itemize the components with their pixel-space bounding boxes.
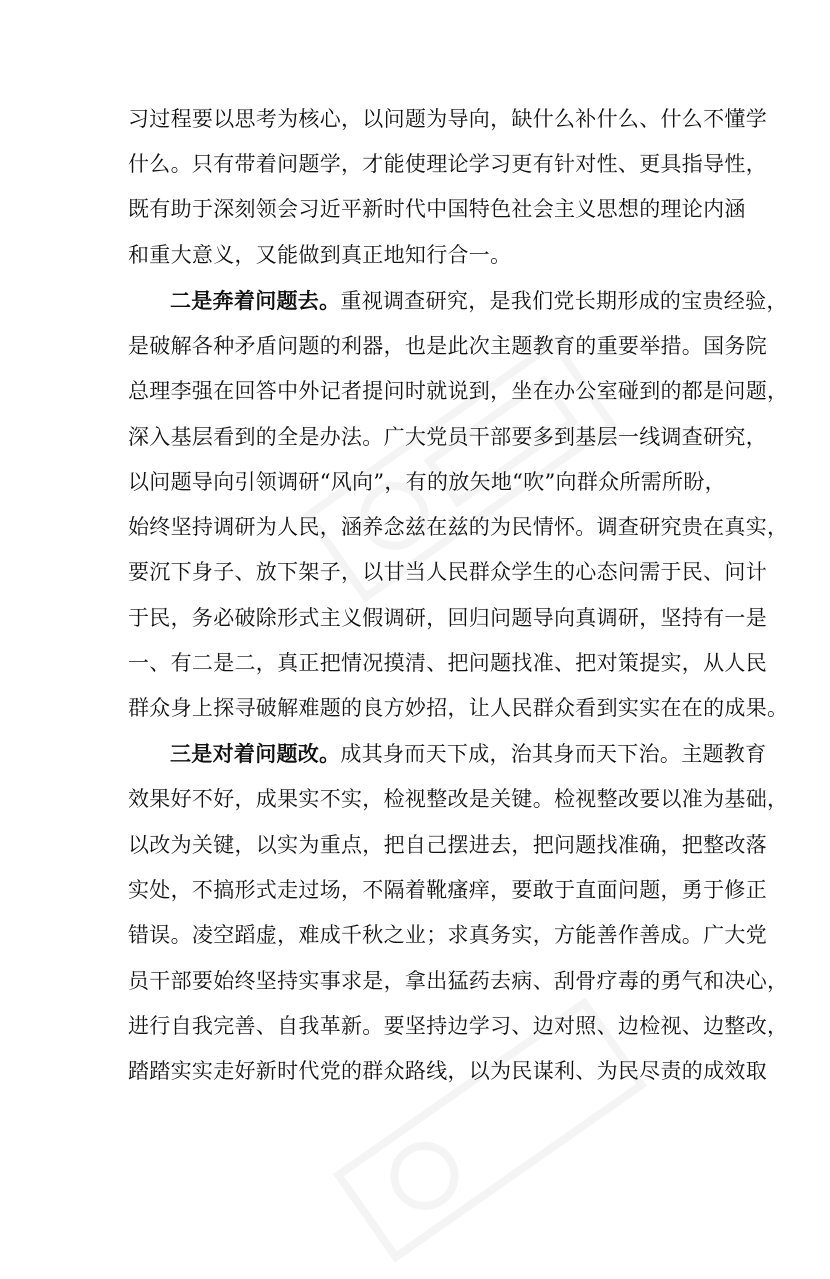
paragraph-line: 什么。只有带着问题学，才能使理论学习更有针对性、更具指导性，	[128, 152, 767, 176]
paragraph-line: 要沉下身子、放下架子，以甘当人民群众学生的心态问需于民、问计	[128, 560, 767, 584]
paragraph-line: 实处，不搞形式走过场，不隔着靴瘙痒，要敢于直面问题，勇于修正	[128, 878, 767, 902]
paragraph-line: 深入基层看到的全是办法。广大党员干部要多到基层一线调查研究，	[128, 425, 767, 449]
paragraph-line: 既有助于深刻领会习近平新时代中国特色社会主义思想的理论内涵	[128, 197, 746, 221]
paragraph-line: 于民，务必破除形式主义假调研，回归问题导向真调研，坚持有一是	[128, 606, 767, 630]
paragraph-line: 习过程要以思考为核心，以问题为导向，缺什么补什么、什么不懂学	[128, 107, 767, 131]
paragraph-line: 踏踏实实走好新时代党的群众路线，以为民谋利、为民尽责的成效取	[128, 1059, 767, 1083]
paragraph-line: 以问题导向引领调研“风向”，有的放矢地“吹”向群众所需所盼，	[128, 470, 726, 494]
paragraph-line: 以改为关键，以实为重点，把自己摆进去，把问题找准确，把整改落	[128, 833, 767, 857]
paragraph-line: 员干部要始终坚持实事求是，拿出猛药去病、刮骨疗毒的勇气和决心，	[128, 969, 789, 993]
section-two-heading: 二是奔着问题去。	[170, 288, 341, 313]
paragraph-line: 重视调查研究，是我们党长期形成的宝贵经验，	[340, 289, 788, 313]
section-three-first-line	[170, 739, 767, 769]
paragraph-line: 始终坚持调研为人民，涵养念兹在兹的为民情怀。调查研究贵在真实，	[128, 515, 789, 539]
paragraph-line: 是破解各种矛盾问题的利器，也是此次主题教育的重要举措。国务院	[128, 334, 767, 358]
paragraph-line: 群众身上探寻破解难题的良方妙招，让人民群众看到实实在在的成果。	[128, 696, 789, 720]
section-two-first-line	[170, 286, 788, 316]
paragraph-line: 总理李强在回答中外记者提问时就说到，坐在办公室碰到的都是问题，	[128, 379, 789, 403]
section-three-heading: 三是对着问题改。	[170, 741, 341, 766]
paragraph-line: 效果好不好，成果实不实，检视整改是关键。检视整改要以准为基础，	[128, 787, 789, 811]
paragraph-line: 成其身而天下成，治其身而天下治。主题教育	[340, 742, 767, 766]
paragraph-line: 错误。凌空蹈虚，难成千秋之业；求真务实，方能善作善成。广大党	[128, 923, 767, 947]
paragraph-line: 进行自我完善、自我革新。要坚持边学习、边对照、边检视、边整改，	[128, 1014, 789, 1038]
paragraph-line: 和重大意义，又能做到真正地知行合一。	[128, 243, 512, 267]
paragraph-line: 一、有二是二，真正把情况摸清、把问题找准、把对策提实，从人民	[128, 651, 767, 675]
